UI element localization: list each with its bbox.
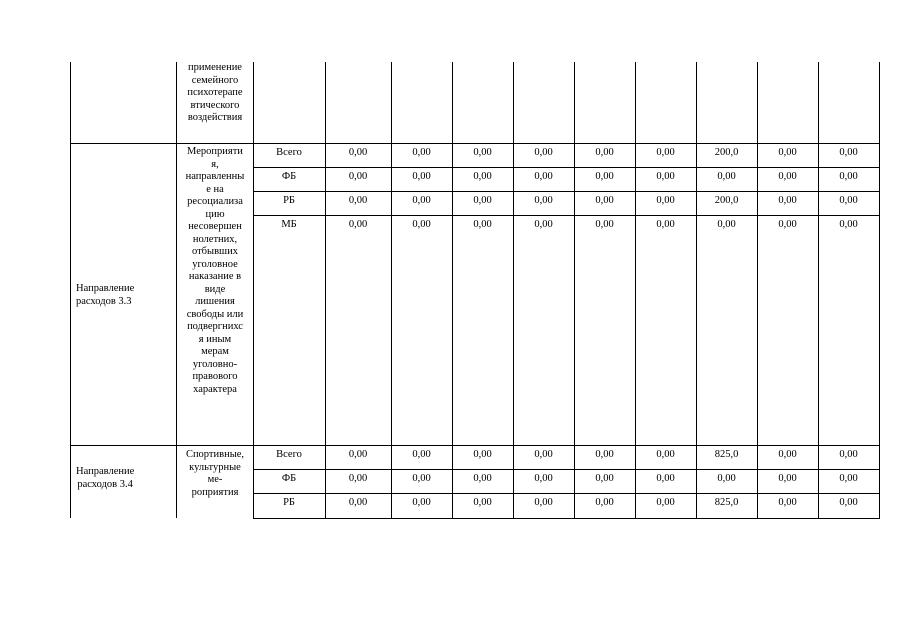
table-cell: 0,00 bbox=[778, 219, 797, 230]
table-cell: 0,00 bbox=[473, 473, 492, 484]
table-cell: 0,00 bbox=[412, 449, 431, 460]
table-row-line bbox=[253, 191, 880, 192]
table-cell: 0,00 bbox=[473, 147, 492, 158]
table-cell: 0,00 bbox=[656, 195, 675, 206]
row-label: РБ bbox=[283, 195, 295, 206]
table-cell: 0,00 bbox=[348, 219, 368, 230]
table-cell: 0,00 bbox=[473, 195, 492, 206]
table-cell: 0,00 bbox=[595, 195, 614, 206]
table-cell: 0,00 bbox=[778, 147, 797, 158]
table-cell: 0,00 bbox=[717, 219, 736, 230]
table-cell: 0,00 bbox=[778, 497, 797, 508]
table-cell: 0,00 bbox=[348, 195, 368, 206]
table-cell: 825,0 bbox=[714, 497, 739, 508]
table-row-line bbox=[70, 445, 880, 446]
row-label: Всего bbox=[276, 147, 302, 158]
table-cell: 0,00 bbox=[412, 219, 431, 230]
table-cell: 0,00 bbox=[595, 449, 614, 460]
table-cell: 0,00 bbox=[534, 195, 553, 206]
table-cell: 0,00 bbox=[412, 147, 431, 158]
table-cell: 0,00 bbox=[717, 473, 736, 484]
table-cell: 0,00 bbox=[839, 473, 858, 484]
table-border-right bbox=[879, 62, 880, 518]
table-cell: 0,00 bbox=[534, 171, 553, 182]
table-cell: 0,00 bbox=[656, 147, 675, 158]
table-row-line bbox=[253, 215, 880, 216]
table-cell: 0,00 bbox=[473, 219, 492, 230]
table-row-line bbox=[253, 469, 880, 470]
table-cell: 0,00 bbox=[473, 171, 492, 182]
table-cell: 0,00 bbox=[595, 497, 614, 508]
table-cell: 0,00 bbox=[348, 473, 368, 484]
table-row-line bbox=[253, 493, 880, 494]
table-cell: 0,00 bbox=[473, 497, 492, 508]
table-cell: 0,00 bbox=[473, 449, 492, 460]
table-cell: 0,00 bbox=[412, 473, 431, 484]
table-cell: 200,0 bbox=[714, 195, 739, 206]
table-cell: 0,00 bbox=[348, 147, 368, 158]
table-cell: 0,00 bbox=[656, 171, 675, 182]
table-row-line bbox=[70, 143, 880, 144]
table-cell: 0,00 bbox=[595, 171, 614, 182]
table-cell: 0,00 bbox=[595, 219, 614, 230]
table-cell: 0,00 bbox=[839, 171, 858, 182]
table-cell: 0,00 bbox=[534, 497, 553, 508]
row-label: РБ bbox=[283, 497, 295, 508]
row-label: Всего bbox=[276, 449, 302, 460]
table-cell: 0,00 bbox=[839, 449, 858, 460]
table-cell: 0,00 bbox=[534, 219, 553, 230]
table-cell: 0,00 bbox=[348, 449, 368, 460]
table-cell: 0,00 bbox=[656, 449, 675, 460]
table-cell: 0,00 bbox=[412, 171, 431, 182]
table-cell: 0,00 bbox=[839, 219, 858, 230]
table-cell: 0,00 bbox=[656, 473, 675, 484]
table-cell: 0,00 bbox=[595, 473, 614, 484]
table-cell: 0,00 bbox=[656, 497, 675, 508]
table-cell: 0,00 bbox=[534, 473, 553, 484]
section-3-3-description: Мероприяти я, направленны е на ресоциализа цию несовершен нолетних, отбывших уголовное наказание в виде лишения свободы или подвергнихс я иным мерам уголовно- правового характера bbox=[185, 146, 245, 395]
table-cell: 825,0 bbox=[714, 449, 739, 460]
table-cell: 0,00 bbox=[412, 497, 431, 508]
top-description: применение семейного психотерапе втического воздействия bbox=[187, 62, 243, 123]
section-3-4-description: Спортивные, культурные ме- роприятия bbox=[185, 449, 245, 498]
table-cell: 0,00 bbox=[656, 219, 675, 230]
table-cell: 0,00 bbox=[778, 171, 797, 182]
table-cell: 0,00 bbox=[348, 497, 368, 508]
table-row-line bbox=[253, 167, 880, 168]
table-cell: 0,00 bbox=[839, 195, 858, 206]
row-label: МБ bbox=[281, 219, 297, 230]
table-border-left bbox=[70, 62, 71, 518]
table-cell: 0,00 bbox=[717, 171, 736, 182]
table-cell: 0,00 bbox=[412, 195, 431, 206]
direction-3-4-label: Направление расходов 3.4 bbox=[76, 466, 135, 490]
table-cell: 0,00 bbox=[534, 147, 553, 158]
table-cell: 0,00 bbox=[778, 449, 797, 460]
table-cell: 0,00 bbox=[839, 497, 858, 508]
row-label: ФБ bbox=[281, 171, 297, 182]
table-cell: 0,00 bbox=[778, 473, 797, 484]
table-cell: 0,00 bbox=[595, 147, 614, 158]
row-label: ФБ bbox=[281, 473, 297, 484]
table-cell: 0,00 bbox=[534, 449, 553, 460]
direction-3-3-label: Направление расходов 3.3 bbox=[76, 283, 135, 307]
table-cell: 0,00 bbox=[839, 147, 858, 158]
table-cell: 0,00 bbox=[778, 195, 797, 206]
table-cell: 200,0 bbox=[714, 147, 739, 158]
table-cell: 0,00 bbox=[348, 171, 368, 182]
table-row-line bbox=[253, 518, 880, 519]
